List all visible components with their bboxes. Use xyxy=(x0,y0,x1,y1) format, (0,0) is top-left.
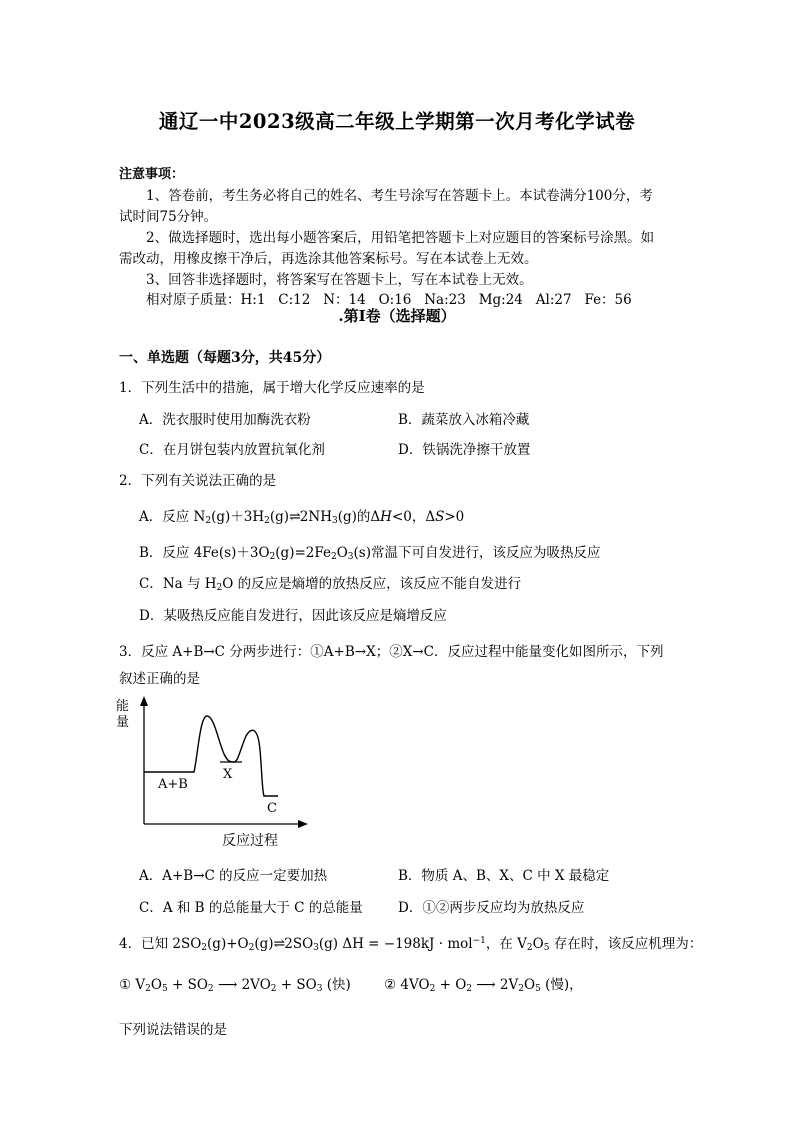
q1-option-d: D．铁锅洗净擦干放置 xyxy=(398,442,531,458)
q2-option-a: A．反应 $N_2(g)+3H_2(g)\rightleftharpoons 2NH_3(g)$的ΔH<0，ΔS>0 xyxy=(139,509,465,526)
notes-heading: 注意事项： xyxy=(119,167,185,182)
notes-line-2: 2、做选择题时，选出每小题答案后，用铅笔把答题卡上对应题目的答案标号涂黑。如 xyxy=(146,230,655,246)
label-reactants-ab: A+B xyxy=(158,777,188,792)
q4-mechanism-step-2: ② $4VO_2 + O_2$ ⟶ $2V_2O_5$ (慢)， xyxy=(384,977,583,994)
q1-option-a: A．洗衣服时使用加酶洗衣粉 xyxy=(139,412,311,428)
x-axis-label: 反应过程 xyxy=(222,833,278,849)
q2-stem: 2．下列有关说法正确的是 xyxy=(119,473,277,489)
section-title: .第Ⅰ卷（选择题） xyxy=(338,307,456,325)
q4-stem: 4．已知 $2SO_2(g)+O_2(g)\rightleftharpoons 2SO_3(g) \Delta H = -198kJ \cdot mol^{-1}$，在 $V_2O_5$ 存在时，该反应机理为： xyxy=(119,936,703,953)
x-axis-arrowhead xyxy=(298,820,308,828)
q3-option-a: A．A+B→C 的反应一定要加热 xyxy=(139,868,328,884)
q1-option-c: C．在月饼包装内放置抗氧化剂 xyxy=(139,442,325,458)
notes-line-1-cont: 试时间75分钟。 xyxy=(119,209,218,225)
q3-stem-line-1: 3．反应 A+B→C 分两步进行：①A+B→X；②X→C．反应过程中能量变化如图所示，下列 xyxy=(119,644,664,660)
atomic-mass-line: 相对原子质量：H:1 C:12 N：14 O:16 Na:23 Mg:24 Al:27 Fe：56 xyxy=(146,292,632,308)
y-axis-label-top: 能 xyxy=(116,699,130,714)
energy-profile-diagram xyxy=(112,692,322,852)
q3-stem-line-2: 叙述正确的是 xyxy=(119,671,200,687)
notes-line-2-cont: 需改动，用橡皮擦干净后，再选涂其他答案标号。写在本试卷上无效。 xyxy=(119,251,538,267)
part-heading: 一、单选题（每题3分，共45分） xyxy=(119,350,331,366)
q3-option-d: D．①②两步反应均为放热反应 xyxy=(398,900,585,916)
notes-line-3: 3、回答非选择题时，将答案写在答题卡上，写在本试卷上无效。 xyxy=(146,272,533,288)
exam-title: 通辽一中2023级高二年级上学期第一次月考化学试卷 xyxy=(158,110,636,133)
q3-option-c: C．A 和 B 的总能量大于 C 的总能量 xyxy=(139,900,363,916)
y-axis-label-bottom: 量 xyxy=(116,715,130,730)
q4-mechanism-step-1: ① $V_2O_5 + SO_2$ ⟶ $2VO_2 + SO_3$ (快) xyxy=(119,977,351,994)
q1-option-b: B．蔬菜放入冰箱冷藏 xyxy=(398,412,530,428)
q2-option-d: D．某吸热反应能自发进行，因此该反应是熵增反应 xyxy=(139,608,447,624)
label-product-c: C xyxy=(267,801,277,816)
q4-followup: 下列说法错误的是 xyxy=(119,1022,227,1038)
q2-option-b: B．反应 $4Fe(s)+3O_2(g)=2Fe_2O_3(s)$常温下可自发进行，该反应为吸热反应 xyxy=(139,545,601,562)
y-axis-arrowhead xyxy=(140,696,148,706)
q1-stem: 1．下列生活中的措施，属于增大化学反应速率的是 xyxy=(119,380,425,396)
q3-option-b: B．物质 A、B、X、C 中 X 最稳定 xyxy=(398,868,610,884)
q2-option-c: C．Na 与 $H_2O$ 的反应是熵增的放热反应，该反应不能自发进行 xyxy=(139,576,522,593)
notes-line-1: 1、答卷前，考生务必将自己的姓名、考生号涂写在答题卡上。本试卷满分100分，考 xyxy=(146,188,653,204)
label-intermediate-x: X xyxy=(223,767,233,782)
